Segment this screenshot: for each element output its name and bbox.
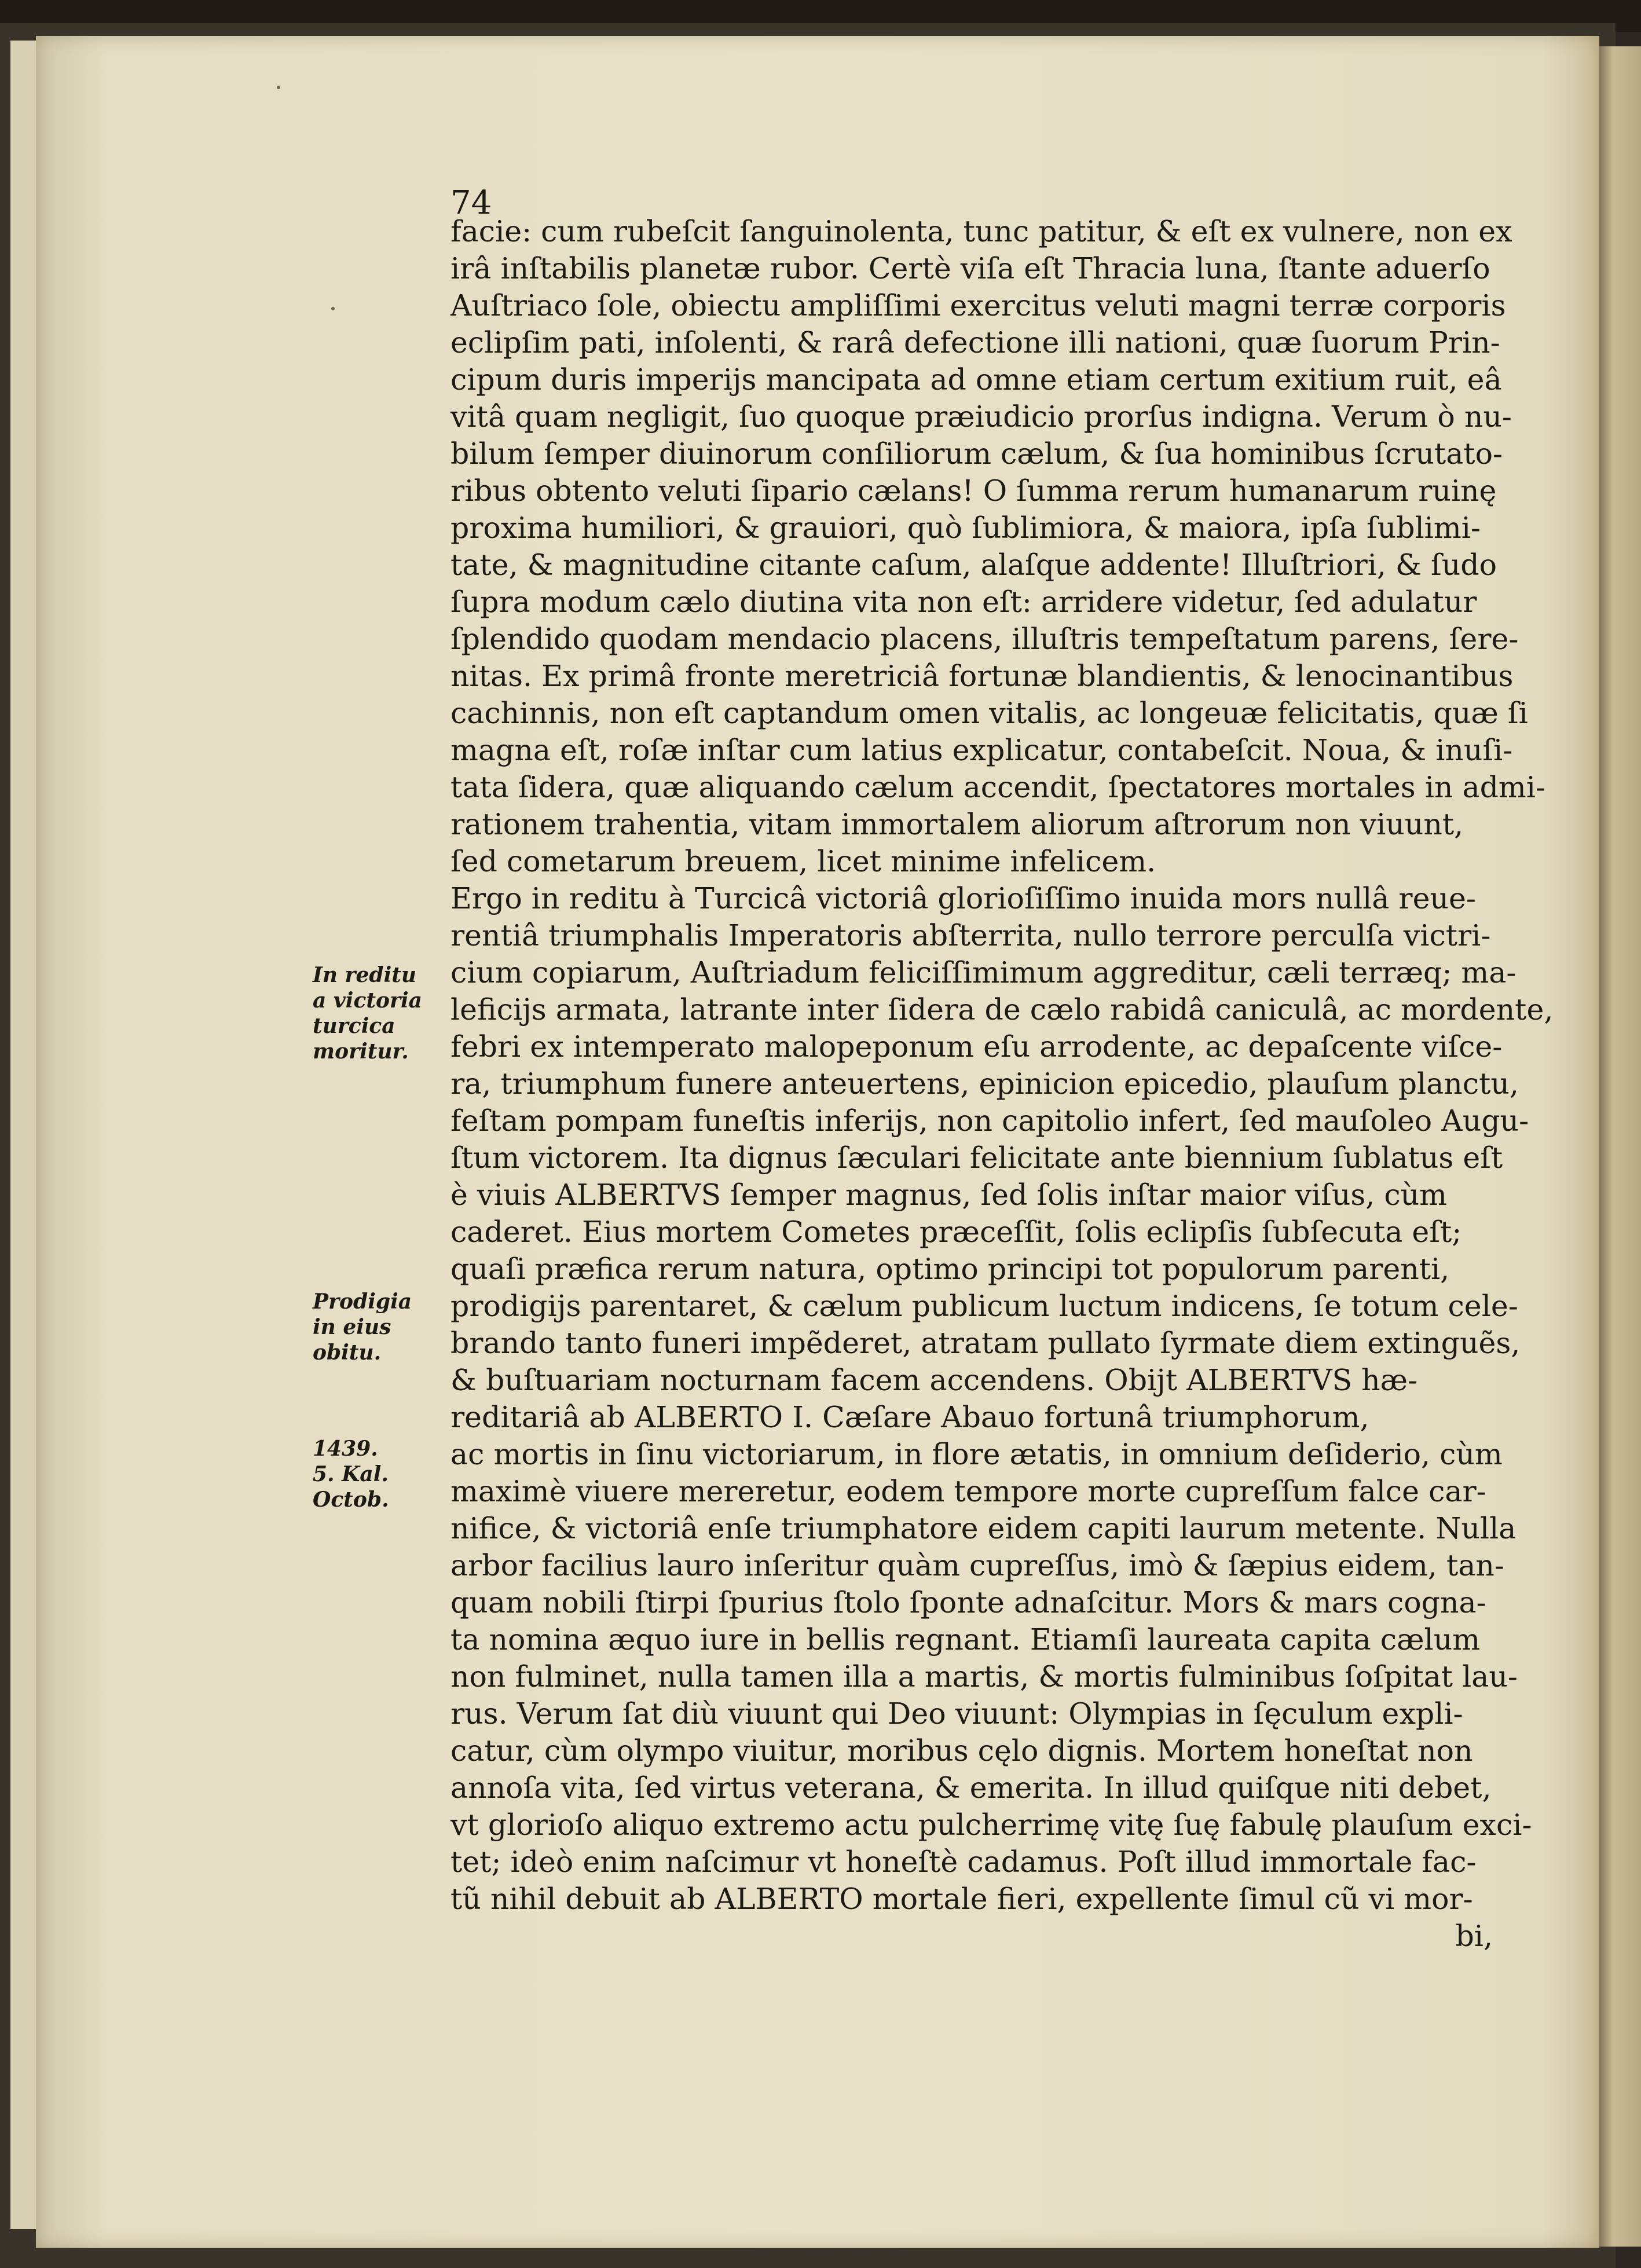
- margin-note-line: turcica: [313, 1014, 395, 1038]
- margin-note-death-after-victory: [313, 962, 428, 1064]
- margin-note-prodigies: [313, 1289, 428, 1365]
- text-line: Auſtriaco ſole, obiectu ampliſſimi exercitus veluti magni terræ corporis: [450, 288, 1506, 323]
- text-line: arbor facilius lauro inſeritur quàm cupreſſus, imò & ſæpius eidem, tan-: [450, 1548, 1504, 1582]
- text-line: nifice, & victoriâ enſe triumphatore eidem capiti laurum metente. Nulla: [450, 1511, 1517, 1545]
- margin-note-line: obitu.: [313, 1340, 382, 1365]
- text-line: magna eſt, roſæ inſtar cum latius explicatur, contabeſcit. Noua, & inuſi-: [450, 733, 1513, 767]
- text-line: quaſi præfica rerum natura, optimo principi tot populorum parenti,: [450, 1252, 1450, 1286]
- text-line: eclipſim pati, inſolenti, & rarâ defectione illi nationi, quæ ſuorum Prin-: [450, 325, 1500, 360]
- text-line: ribus obtento veluti ſipario cælans! O ſumma rerum humanarum ruinę: [450, 474, 1497, 508]
- body-text: [450, 213, 1554, 1955]
- text-line: irâ inſtabilis planetæ rubor. Certè viſa eſt Thracia luna, ſtante aduerſo: [450, 251, 1490, 285]
- text-line: caderet. Eius mortem Cometes præceſſit, ſolis eclipſis ſubſecuta eſt;: [450, 1215, 1462, 1249]
- text-line: catur, cùm olympo viuitur, moribus cęlo dignis. Mortem honeſtat non: [450, 1734, 1473, 1768]
- text-line: prodigijs parentaret, & cælum publicum luctum indicens, ſe totum cele-: [450, 1289, 1518, 1323]
- paper-speck: [331, 307, 335, 310]
- text-line: ſplendido quodam mendacio placens, illuſtris tempeſtatum parens, ſere-: [450, 622, 1519, 656]
- text-line: tata ſidera, quæ aliquando cælum accendit, ſpectatores mortales in admi-: [450, 770, 1546, 804]
- text-line: ra, triumphum funere anteuertens, epinicion epicedio, plauſum planctu,: [450, 1067, 1519, 1101]
- margin-note-line: a victoria: [313, 988, 422, 1013]
- margin-note-line: 5. Kal.: [313, 1462, 389, 1486]
- margin-note-line: in eius: [313, 1315, 391, 1339]
- text-line: ac mortis in ſinu victoriarum, in flore ætatis, in omnium deſiderio, cùm: [450, 1437, 1503, 1471]
- text-line: facie: cum rubeſcit ſanguinolenta, tunc patitur, & eſt ex vulnere, non ex: [450, 214, 1512, 248]
- page-number: 74: [450, 184, 492, 222]
- margin-note-line: In reditu: [313, 963, 417, 987]
- text-line: rentiâ triumphalis Imperatoris abſterrita, nullo terrore perculſa victri-: [450, 918, 1491, 952]
- text-line: & buſtuariam nocturnam facem accendens. Obijt ALBERTVS hæ-: [450, 1363, 1418, 1397]
- margin-note-line: Octob.: [313, 1487, 389, 1512]
- text-line: ſtum victorem. Ita dignus ſæculari felicitate ante biennium ſublatus eſt: [450, 1141, 1503, 1175]
- text-line: Ergo in reditu à Turcicâ victoriâ glorioſiſſimo inuida mors nullâ reue-: [450, 881, 1476, 915]
- text-line: tũ nihil debuit ab ALBERTO mortale fieri, expellente ſimul cũ vi mor-: [450, 1882, 1473, 1916]
- text-line: leficijs armata, latrante inter ſidera de cælo rabidâ caniculâ, ac mordente,: [450, 992, 1554, 1027]
- text-line: bilum ſemper diuinorum conſiliorum cælum, & ſua hominibus ſcrutato-: [450, 437, 1503, 471]
- margin-note-line: Prodigia: [313, 1289, 412, 1314]
- text-line: non fulminet, nulla tamen illa a martis, & mortis fulminibus ſoſpitat lau-: [450, 1659, 1518, 1694]
- text-line: vitâ quam negligit, ſuo quoque præiudicio prorſus indigna. Verum ò nu-: [450, 400, 1512, 434]
- text-line: ta nomina æquo iure in bellis regnant. Etiamſi laureata capita cælum: [450, 1622, 1481, 1657]
- text-line: maximè viuere mereretur, eodem tempore morte cupreſſum falce car-: [450, 1474, 1486, 1508]
- text-line: cachinnis, non eſt captandum omen vitalis, ac longeuæ felicitatis, quæ ſi: [450, 696, 1528, 730]
- text-line: cium copiarum, Auſtriadum feliciſſimimum aggreditur, cæli terræq; ma-: [450, 955, 1517, 990]
- text-line: vt glorioſo aliquo extremo actu pulcherrimę vitę ſuę fabulę plauſum exci-: [450, 1808, 1532, 1842]
- catchword: bi,: [1455, 1919, 1493, 1953]
- text-line: è viuis ALBERTVS ſemper magnus, ſed ſolis inſtar maior viſus, cùm: [450, 1178, 1448, 1212]
- margin-note-date: [313, 1436, 428, 1512]
- margin-note-line: 1439.: [313, 1437, 378, 1461]
- text-line: rus. Verum ſat diù viuunt qui Deo viuunt: Olympias in ſęculum expli-: [450, 1697, 1463, 1731]
- paper-speck: [277, 86, 280, 89]
- text-line: rationem trahentia, vitam immortalem aliorum aſtrorum non viuunt,: [450, 807, 1464, 841]
- text-line: tate, & magnitudine citante caſum, alaſque addente! Illuſtriori, & ſudo: [450, 548, 1497, 582]
- text-line: nitas. Ex primâ fronte meretriciâ fortunæ blandientis, & lenocinantibus: [450, 659, 1514, 693]
- text-line: quam nobili ſtirpi ſpurius ſtolo ſponte adnaſcitur. Mors & mars cogna-: [450, 1585, 1486, 1620]
- facing-page-edge: [1595, 46, 1641, 2247]
- text-line: brando tanto funeri impẽderet, atratam pullato ſyrmate diem extinguẽs,: [450, 1326, 1521, 1360]
- text-line: ſed cometarum breuem, licet minime infelicem.: [450, 844, 1156, 878]
- text-line: cipum duris imperijs mancipata ad omne etiam certum exitium ruit, eâ: [450, 362, 1502, 397]
- text-line: ſupra modum cælo diutina vita non eſt: arridere videtur, ſed adulatur: [450, 585, 1477, 619]
- text-line: feſtam pompam funeſtis inferijs, non capitolio infert, ſed mauſoleo Augu-: [450, 1104, 1529, 1138]
- margin-note-line: moritur.: [313, 1039, 409, 1064]
- text-line: tet; ideò enim naſcimur vt honeſtè cadamus. Poſt illud immortale fac-: [450, 1845, 1477, 1879]
- text-line: reditariâ ab ALBERTO I. Cæſare Abauo fortunâ triumphorum,: [450, 1400, 1369, 1434]
- text-line: febri ex intemperato malopeponum eſu arrodente, ac depaſcente viſce-: [450, 1029, 1503, 1064]
- text-line: proxima humiliori, & grauiori, quò ſublimiora, & maiora, ipſa ſublimi-: [450, 511, 1481, 545]
- text-line: annoſa vita, ſed virtus veterana, & emerita. In illud quiſque niti debet,: [450, 1771, 1492, 1805]
